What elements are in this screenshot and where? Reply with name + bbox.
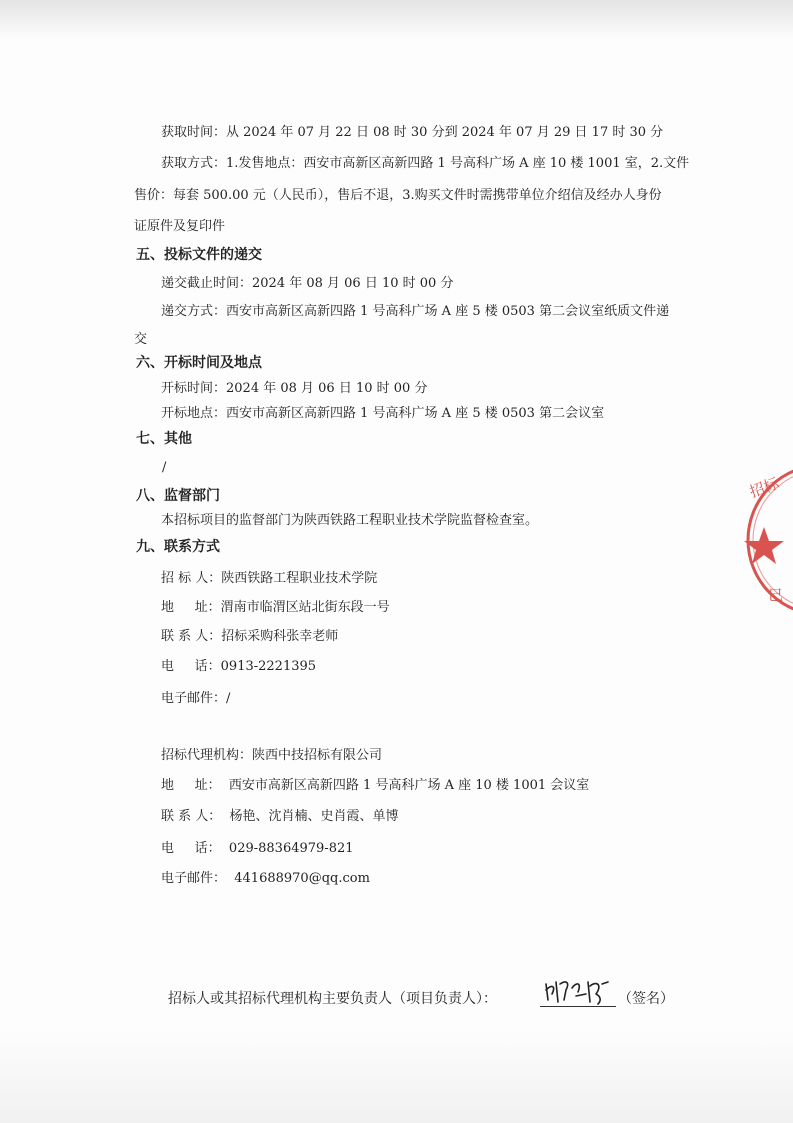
submit-deadline: 递交截止时间：2024 年 08 月 06 日 10 时 00 分 [161, 276, 454, 291]
handwritten-signature [542, 976, 614, 1008]
opening-place: 开标地点：西安市高新区高新四路 1 号高科广场 A 座 5 楼 0503 第二会议室 [161, 406, 605, 421]
agency-address: 地 址： 西安市高新区高新四路 1 号高科广场 A 座 10 楼 1001 会议室 [161, 778, 590, 793]
owner-email: 电子邮件：/ [161, 691, 231, 706]
section7-content: / [162, 460, 167, 475]
svg-text:巳: 巳 [768, 586, 784, 604]
section5-heading: 五、投标文件的递交 [136, 247, 262, 263]
agency-contact: 联 系 人： 杨艳、沈肖楠、史肖霞、单博 [161, 809, 399, 824]
section9-heading: 九、联系方式 [136, 539, 220, 555]
svg-text:招标: 招标 [747, 474, 782, 502]
submit-method-line2: 交 [134, 332, 148, 347]
submit-method-line1: 递交方式：西安市高新区高新四路 1 号高科广场 A 座 5 楼 0503 第二会议室纸质文件递 [161, 304, 670, 319]
acquire-method-line3: 证原件及复印件 [134, 219, 226, 234]
owner-phone: 电 话：0913-2221395 [161, 659, 317, 674]
agency-org: 招标代理机构：陕西中技招标有限公司 [161, 748, 383, 763]
scan-bottom-edge [0, 1030, 793, 1123]
official-seal [738, 455, 793, 625]
owner-address: 地 址：渭南市临渭区站北街东段一号 [161, 600, 390, 615]
section7-heading: 七、其他 [136, 431, 192, 447]
acquire-method-line1: 获取方式：1.发售地点：西安市高新区高新四路 1 号高科广场 A 座 10 楼 1001 室，2.文件 [161, 156, 690, 171]
opening-time: 开标时间：2024 年 08 月 06 日 10 时 00 分 [161, 381, 428, 396]
acquire-time: 获取时间：从 2024 年 07 月 22 日 08 时 30 分到 2024 年 07 月 29 日 17 时 30 分 [161, 125, 664, 140]
acquire-method-line2: 售价：每套 500.00 元（人民币），售后不退，3.购买文件时需携带单位介绍信及经办人身份 [134, 188, 662, 203]
supervision-content: 本招标项目的监督部门为陕西铁路工程职业技术学院监督检查室。 [161, 513, 539, 528]
signature-block [168, 986, 728, 1010]
owner-org: 招 标 人：陕西铁路工程职业技术学院 [161, 571, 378, 586]
agency-phone: 电 话： 029-88364979-821 [161, 841, 354, 856]
signature-note: （签名） [618, 991, 674, 1007]
owner-contact: 联 系 人：招标采购科张幸老师 [161, 629, 339, 644]
signature-label: 招标人或其招标代理机构主要负责人（项目负责人）： [168, 991, 497, 1007]
agency-email: 电子邮件： 441688970@qq.com [161, 871, 370, 886]
section8-heading: 八、监督部门 [136, 488, 220, 504]
section6-heading: 六、开标时间及地点 [136, 355, 262, 371]
signature-underline [540, 1006, 616, 1007]
scan-top-edge [0, 0, 793, 40]
